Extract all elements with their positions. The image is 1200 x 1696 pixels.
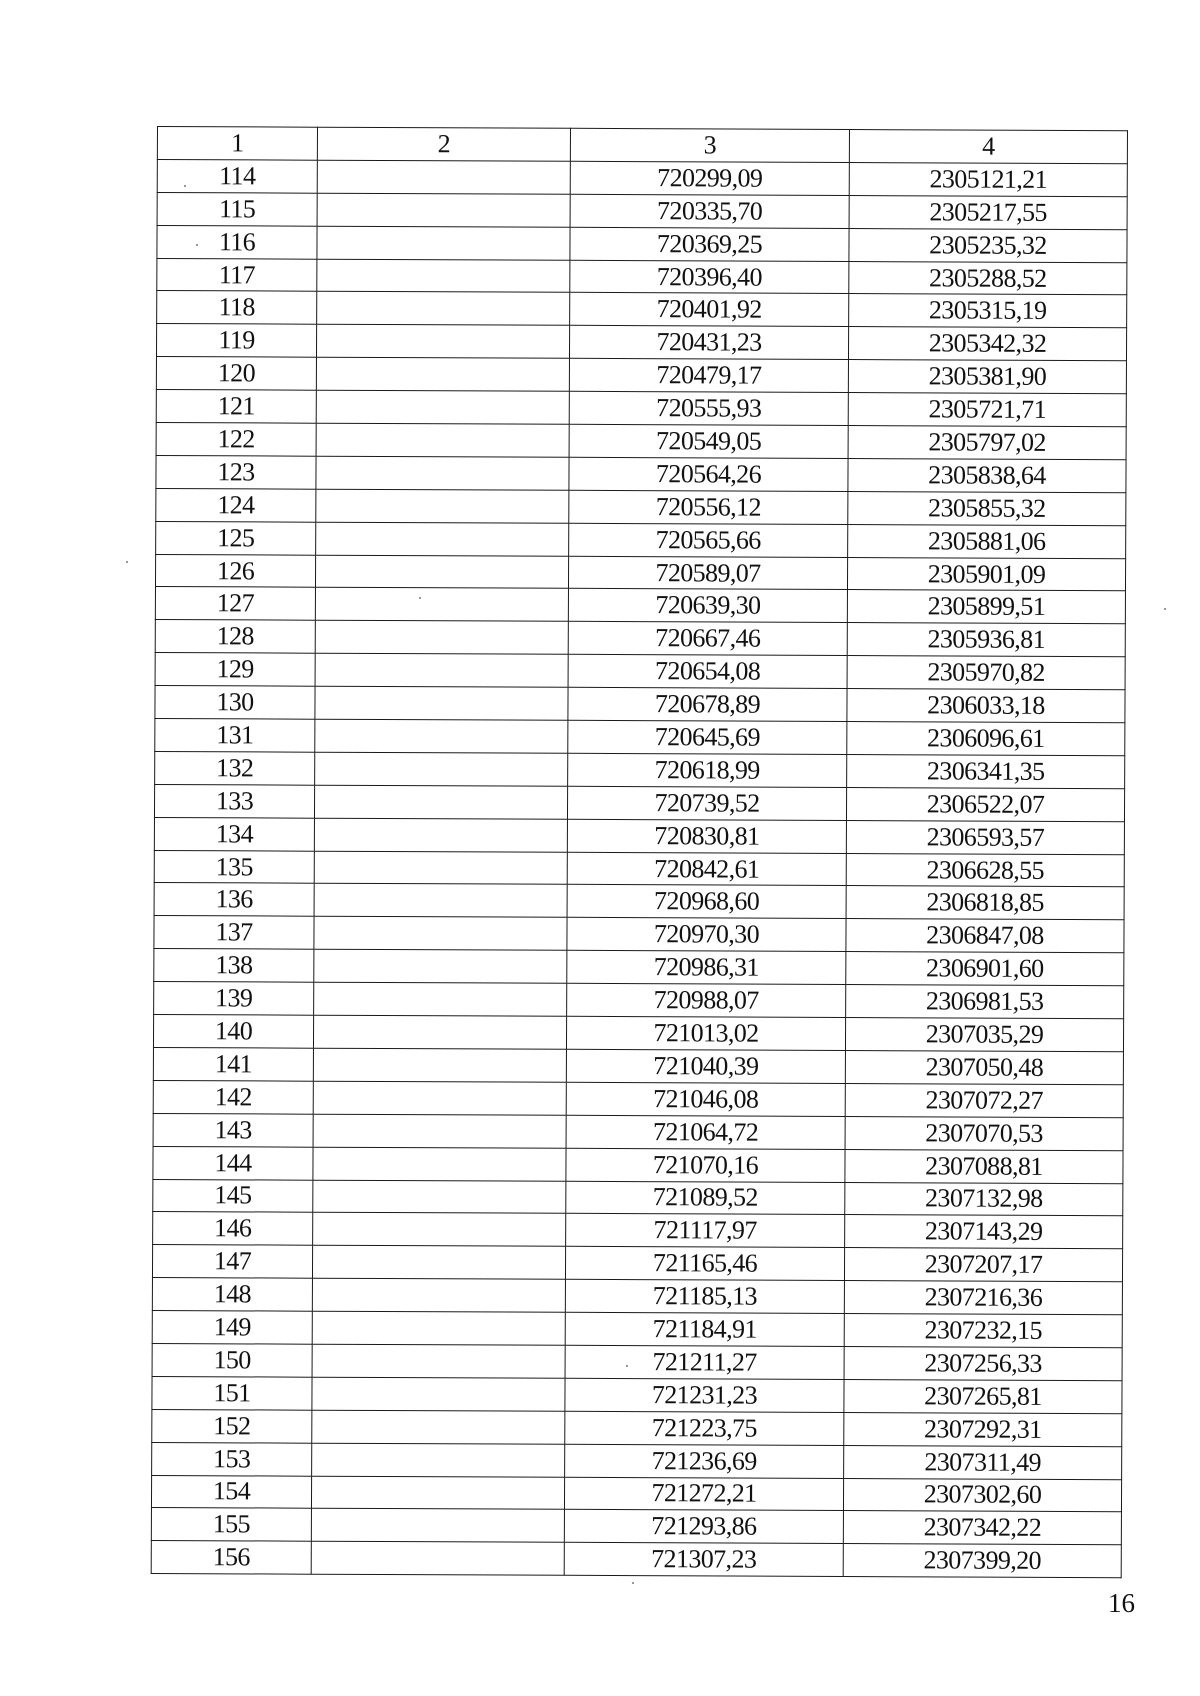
name-cell <box>315 752 568 786</box>
y-coordinate-cell: 2307088,81 <box>845 1149 1123 1183</box>
table-row <box>153 1015 1123 1052</box>
table-row <box>156 324 1126 361</box>
name-cell <box>313 1213 566 1247</box>
table-row <box>153 1080 1123 1117</box>
row-number-cell: 125 <box>156 521 316 555</box>
name-cell <box>313 1114 566 1148</box>
x-coordinate-cell: 720299,09 <box>570 161 849 195</box>
row-number-cell: 138 <box>154 949 314 983</box>
row-number-cell: 144 <box>153 1146 313 1180</box>
name-cell <box>316 325 569 359</box>
table-row <box>155 653 1125 690</box>
row-number-cell: 139 <box>154 982 314 1016</box>
x-coordinate-cell: 720555,93 <box>569 391 848 425</box>
row-number-cell: 117 <box>157 258 317 292</box>
y-coordinate-cell: 2306033,18 <box>847 689 1125 723</box>
table-row <box>155 554 1125 591</box>
table-row <box>151 1541 1121 1578</box>
row-number-cell: 156 <box>151 1541 311 1575</box>
table-row <box>155 620 1125 657</box>
scan-speck <box>632 1582 634 1584</box>
table-row <box>156 455 1126 492</box>
table-row <box>152 1376 1122 1413</box>
y-coordinate-cell: 2307399,20 <box>843 1544 1121 1578</box>
x-coordinate-cell: 721184,91 <box>565 1312 844 1346</box>
name-cell <box>317 259 570 293</box>
table-row <box>155 751 1125 788</box>
y-coordinate-cell: 2306818,85 <box>846 886 1124 920</box>
x-coordinate-cell: 720401,92 <box>570 293 849 327</box>
name-cell <box>316 456 569 490</box>
name-cell <box>314 917 567 951</box>
table-row <box>155 587 1125 624</box>
x-coordinate-cell: 720988,07 <box>567 983 846 1017</box>
table-row <box>157 291 1127 328</box>
y-coordinate-cell: 2307302,60 <box>843 1478 1121 1512</box>
name-cell <box>313 1147 566 1181</box>
y-coordinate-cell: 2307072,27 <box>845 1083 1123 1117</box>
name-cell <box>312 1344 565 1378</box>
y-coordinate-cell: 2306593,57 <box>846 820 1124 854</box>
scan-speck <box>419 597 421 599</box>
row-number-cell: 123 <box>156 455 316 489</box>
name-cell <box>314 851 567 885</box>
name-cell <box>312 1278 565 1312</box>
row-number-cell: 146 <box>153 1212 313 1246</box>
row-number-cell: 115 <box>157 192 317 226</box>
name-cell <box>314 982 567 1016</box>
x-coordinate-cell: 721089,52 <box>566 1181 845 1215</box>
y-coordinate-cell: 2307035,29 <box>845 1018 1123 1052</box>
y-coordinate-cell: 2306847,08 <box>846 919 1124 953</box>
y-coordinate-cell: 2305121,21 <box>849 162 1127 196</box>
x-coordinate-cell: 721236,69 <box>565 1444 844 1478</box>
name-cell <box>312 1377 565 1411</box>
row-number-cell: 136 <box>154 883 314 917</box>
x-coordinate-cell: 721185,13 <box>565 1279 844 1313</box>
x-coordinate-cell: 720639,30 <box>568 589 847 623</box>
x-coordinate-cell: 721070,16 <box>566 1148 845 1182</box>
x-coordinate-cell: 721040,39 <box>566 1049 845 1083</box>
x-coordinate-cell: 721013,02 <box>566 1016 845 1050</box>
x-coordinate-cell: 720549,05 <box>569 424 848 458</box>
x-coordinate-cell: 721223,75 <box>565 1411 844 1445</box>
row-number-cell: 142 <box>153 1080 313 1114</box>
x-coordinate-cell: 720654,08 <box>568 655 847 689</box>
table-row <box>155 686 1125 723</box>
x-coordinate-cell: 721117,97 <box>566 1214 845 1248</box>
row-number-cell: 151 <box>152 1376 312 1410</box>
row-number-cell: 131 <box>155 719 315 753</box>
name-cell <box>313 1015 566 1049</box>
name-cell <box>317 193 570 227</box>
x-coordinate-cell: 720678,89 <box>568 687 847 721</box>
table-row <box>152 1343 1122 1380</box>
y-coordinate-cell: 2305970,82 <box>847 656 1125 690</box>
row-number-cell: 132 <box>155 751 315 785</box>
name-cell <box>315 555 568 589</box>
x-coordinate-cell: 720565,66 <box>569 523 848 557</box>
y-coordinate-cell: 2307232,15 <box>844 1314 1122 1348</box>
table-row <box>153 1113 1123 1150</box>
y-coordinate-cell: 2307132,98 <box>845 1182 1123 1216</box>
coordinates-table <box>151 126 1128 1578</box>
x-coordinate-cell: 720431,23 <box>569 326 848 360</box>
row-number-cell: 127 <box>155 587 315 621</box>
name-cell <box>315 719 568 753</box>
row-number-cell: 116 <box>157 225 317 259</box>
row-number-cell: 141 <box>153 1047 313 1081</box>
x-coordinate-cell: 720479,17 <box>569 359 848 393</box>
table-row <box>157 159 1127 196</box>
y-coordinate-cell: 2307143,29 <box>845 1215 1123 1249</box>
row-number-cell: 137 <box>154 916 314 950</box>
name-cell <box>317 160 570 194</box>
row-number-cell: 149 <box>152 1311 312 1345</box>
y-coordinate-cell: 2305881,06 <box>848 524 1126 558</box>
table-row <box>152 1442 1122 1479</box>
y-coordinate-cell: 2305217,55 <box>849 195 1127 229</box>
name-cell <box>313 1081 566 1115</box>
name-cell <box>316 357 569 391</box>
y-coordinate-cell: 2305381,90 <box>848 360 1126 394</box>
name-cell <box>311 1476 564 1510</box>
name-cell <box>311 1541 564 1575</box>
table-row <box>154 982 1124 1019</box>
x-coordinate-cell: 721211,27 <box>565 1345 844 1379</box>
x-coordinate-cell: 720986,31 <box>567 951 846 985</box>
y-coordinate-cell: 2305838,64 <box>848 458 1126 492</box>
name-cell <box>315 621 568 655</box>
table-row <box>156 521 1126 558</box>
table-row <box>151 1475 1121 1512</box>
page-number: 16 <box>1108 1588 1135 1618</box>
table-row <box>153 1047 1123 1084</box>
scan-speck <box>196 244 198 246</box>
row-number-cell: 126 <box>155 554 315 588</box>
x-coordinate-cell: 720830,81 <box>567 819 846 853</box>
x-coordinate-cell: 721046,08 <box>566 1082 845 1116</box>
row-number-cell: 128 <box>155 620 315 654</box>
name-cell <box>317 292 570 326</box>
y-coordinate-cell: 2306628,55 <box>846 853 1124 887</box>
y-coordinate-cell: 2306981,53 <box>846 985 1124 1019</box>
x-coordinate-cell: 720369,25 <box>570 227 849 261</box>
column-header-4: 4 <box>849 130 1127 164</box>
y-coordinate-cell: 2306096,61 <box>847 722 1125 756</box>
x-coordinate-cell: 721307,23 <box>564 1543 843 1577</box>
table-row <box>154 784 1124 821</box>
row-number-cell: 120 <box>156 357 316 391</box>
row-number-cell: 133 <box>154 784 314 818</box>
row-number-cell: 121 <box>156 390 316 424</box>
row-number-cell: 135 <box>154 850 314 884</box>
name-cell <box>315 653 568 687</box>
table-body <box>151 159 1127 1578</box>
x-coordinate-cell: 720618,99 <box>568 753 847 787</box>
y-coordinate-cell: 2305899,51 <box>847 590 1125 624</box>
name-cell <box>316 522 569 556</box>
table-row <box>156 488 1126 525</box>
name-cell <box>313 1180 566 1214</box>
scan-speck <box>1164 608 1166 610</box>
row-number-cell: 147 <box>152 1245 312 1279</box>
scan-speck <box>126 561 128 563</box>
x-coordinate-cell: 720335,70 <box>570 194 849 228</box>
name-cell <box>316 489 569 523</box>
x-coordinate-cell: 721165,46 <box>565 1247 844 1281</box>
table-row <box>153 1212 1123 1249</box>
table-row <box>156 390 1126 427</box>
row-number-cell: 143 <box>153 1113 313 1147</box>
y-coordinate-cell: 2307207,17 <box>844 1248 1122 1282</box>
row-number-cell: 122 <box>156 423 316 457</box>
y-coordinate-cell: 2306522,07 <box>846 787 1124 821</box>
table-header <box>157 127 1127 164</box>
name-cell <box>313 1048 566 1082</box>
x-coordinate-cell: 720739,52 <box>567 786 846 820</box>
x-coordinate-cell: 721231,23 <box>565 1378 844 1412</box>
name-cell <box>316 423 569 457</box>
x-coordinate-cell: 720645,69 <box>568 720 847 754</box>
table-row <box>152 1278 1122 1315</box>
table-row <box>157 258 1127 295</box>
table-row <box>152 1409 1122 1446</box>
y-coordinate-cell: 2306341,35 <box>847 754 1125 788</box>
name-cell <box>312 1443 565 1477</box>
scan-speck <box>626 1365 628 1367</box>
name-cell <box>315 686 568 720</box>
y-coordinate-cell: 2305797,02 <box>848 426 1126 460</box>
table-row <box>157 225 1127 262</box>
y-coordinate-cell: 2305855,32 <box>848 491 1126 525</box>
x-coordinate-cell: 721272,21 <box>564 1477 843 1511</box>
table-row <box>152 1245 1122 1282</box>
column-header-2: 2 <box>317 127 570 161</box>
table-row <box>154 850 1124 887</box>
y-coordinate-cell: 2305315,19 <box>849 294 1127 328</box>
x-coordinate-cell: 720564,26 <box>569 457 848 491</box>
row-number-cell: 150 <box>152 1343 312 1377</box>
name-cell <box>317 226 570 260</box>
table-row <box>154 949 1124 986</box>
name-cell <box>314 884 567 918</box>
x-coordinate-cell: 720842,61 <box>567 852 846 886</box>
name-cell <box>311 1509 564 1543</box>
y-coordinate-cell: 2305235,32 <box>849 228 1127 262</box>
table-row <box>154 916 1124 953</box>
name-cell <box>315 588 568 622</box>
x-coordinate-cell: 720970,30 <box>567 918 846 952</box>
row-number-cell: 118 <box>157 291 317 325</box>
table-row <box>156 357 1126 394</box>
name-cell <box>316 390 569 424</box>
y-coordinate-cell: 2307311,49 <box>844 1445 1122 1479</box>
y-coordinate-cell: 2307070,53 <box>845 1116 1123 1150</box>
row-number-cell: 155 <box>151 1508 311 1542</box>
x-coordinate-cell: 720589,07 <box>568 556 847 590</box>
column-header-3: 3 <box>570 128 849 162</box>
row-number-cell: 124 <box>156 488 316 522</box>
x-coordinate-cell: 721293,86 <box>564 1510 843 1544</box>
y-coordinate-cell: 2305288,52 <box>849 261 1127 295</box>
table-row <box>152 1311 1122 1348</box>
row-number-cell: 119 <box>156 324 316 358</box>
table-row <box>153 1146 1123 1183</box>
y-coordinate-cell: 2307216,36 <box>844 1281 1122 1315</box>
x-coordinate-cell: 721064,72 <box>566 1115 845 1149</box>
y-coordinate-cell: 2305342,32 <box>848 327 1126 361</box>
name-cell <box>312 1410 565 1444</box>
row-number-cell: 145 <box>153 1179 313 1213</box>
name-cell <box>314 818 567 852</box>
y-coordinate-cell: 2307292,31 <box>844 1412 1122 1446</box>
y-coordinate-cell: 2305901,09 <box>847 557 1125 591</box>
y-coordinate-cell: 2307265,81 <box>844 1379 1122 1413</box>
row-number-cell: 129 <box>155 653 315 687</box>
row-number-cell: 114 <box>157 159 317 193</box>
name-cell <box>314 949 567 983</box>
name-cell <box>312 1245 565 1279</box>
table-row <box>157 192 1127 229</box>
y-coordinate-cell: 2307256,33 <box>844 1346 1122 1380</box>
column-header-1: 1 <box>157 127 317 161</box>
name-cell <box>312 1311 565 1345</box>
header-row <box>157 127 1127 164</box>
table-row <box>154 817 1124 854</box>
x-coordinate-cell: 720968,60 <box>567 885 846 919</box>
y-coordinate-cell: 2307050,48 <box>845 1050 1123 1084</box>
row-number-cell: 134 <box>154 817 314 851</box>
row-number-cell: 140 <box>153 1015 313 1049</box>
table-row <box>151 1508 1121 1545</box>
table-row <box>153 1179 1123 1216</box>
y-coordinate-cell: 2305721,71 <box>848 393 1126 427</box>
row-number-cell: 152 <box>152 1409 312 1443</box>
x-coordinate-cell: 720667,46 <box>568 622 847 656</box>
row-number-cell: 154 <box>151 1475 311 1509</box>
x-coordinate-cell: 720396,40 <box>570 260 849 294</box>
y-coordinate-cell: 2305936,81 <box>847 623 1125 657</box>
name-cell <box>314 785 567 819</box>
y-coordinate-cell: 2306901,60 <box>846 952 1124 986</box>
row-number-cell: 130 <box>155 686 315 720</box>
table-row <box>156 423 1126 460</box>
row-number-cell: 153 <box>152 1442 312 1476</box>
row-number-cell: 148 <box>152 1278 312 1312</box>
table-row <box>154 883 1124 920</box>
y-coordinate-cell: 2307342,22 <box>843 1511 1121 1545</box>
table-row <box>155 719 1125 756</box>
scan-speck <box>184 185 186 187</box>
x-coordinate-cell: 720556,12 <box>569 490 848 524</box>
